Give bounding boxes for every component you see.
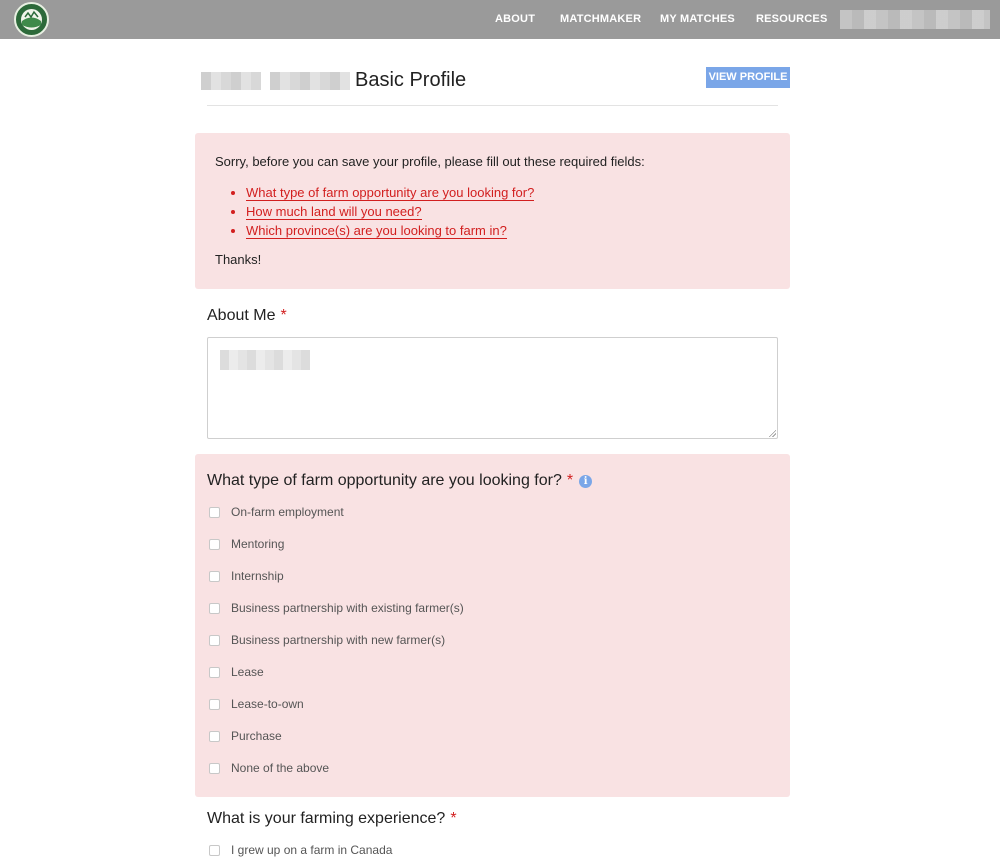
redacted-first-name [201,72,261,90]
error-item [231,203,534,222]
about-me-textarea[interactable] [207,337,778,439]
experience-label: What is your farming experience? [207,810,446,827]
option-lease[interactable] [209,664,264,680]
nav-my-matches[interactable]: MY MATCHES [660,13,735,25]
about-me-label: About Me [207,307,276,324]
option-label: Lease-to-own [231,697,304,711]
error-item [231,184,534,203]
error-link-land[interactable]: How much land will you need? [246,204,422,219]
checkbox[interactable] [209,763,220,774]
checkbox[interactable] [209,699,220,710]
checkbox[interactable] [209,603,220,614]
checkbox[interactable] [209,571,220,582]
view-profile-button[interactable]: VIEW PROFILE [706,67,790,88]
option-label: Internship [231,569,284,583]
error-link-opportunity[interactable]: What type of farm opportunity are you looking for? [246,185,535,200]
option-on-farm-employment[interactable] [209,504,344,520]
nav-matchmaker[interactable]: MATCHMAKER [560,13,642,25]
option-partnership-new[interactable] [209,632,445,648]
checkbox[interactable] [209,845,220,856]
experience-heading [207,810,457,828]
option-label: Purchase [231,729,282,743]
option-internship[interactable] [209,568,284,584]
option-label: Mentoring [231,537,285,551]
required-marker: * [566,472,574,489]
option-label: None of the above [231,761,330,775]
error-intro-text: Sorry, before you can save your profile, please fill out these required fields: [215,154,645,169]
error-field-list [231,184,534,241]
checkbox[interactable] [209,731,220,742]
error-thanks-text: Thanks! [215,252,262,267]
option-label: I grew up on a farm in Canada [231,843,393,857]
validation-error-box [195,133,790,289]
option-label: Lease [231,665,264,679]
header-divider [207,105,778,106]
option-label: Business partnership with existing farmer(s) [231,601,464,615]
error-item [231,222,534,241]
option-lease-to-own[interactable] [209,696,304,712]
option-none[interactable] [209,760,329,776]
option-partnership-existing[interactable] [209,600,464,616]
option-grew-up-on-farm[interactable] [209,842,392,858]
redacted-last-name [270,72,350,90]
option-mentoring[interactable] [209,536,284,552]
option-purchase[interactable] [209,728,282,744]
checkbox[interactable] [209,539,220,550]
info-icon[interactable]: i [579,475,592,488]
required-marker: * [450,810,457,827]
nav-about[interactable]: ABOUT [495,13,536,25]
nav-resources[interactable]: RESOURCES [756,13,828,25]
resize-handle[interactable] [768,429,776,437]
required-marker: * [280,307,287,324]
option-label: On-farm employment [231,505,344,519]
redacted-about-text [220,350,310,370]
checkbox[interactable] [209,507,220,518]
error-link-province[interactable]: Which province(s) are you looking to farm in? [246,223,507,238]
option-label: Business partnership with new farmer(s) [231,633,446,647]
page-title: Basic Profile [355,69,467,91]
farm-logo-icon[interactable] [14,2,49,37]
opportunity-heading [207,472,592,490]
top-navbar [0,0,1000,39]
opportunity-label: What type of farm opportunity are you looking for? [207,472,562,489]
checkbox[interactable] [209,635,220,646]
user-menu-redacted[interactable] [840,10,990,29]
checkbox[interactable] [209,667,220,678]
about-me-heading [207,307,287,325]
